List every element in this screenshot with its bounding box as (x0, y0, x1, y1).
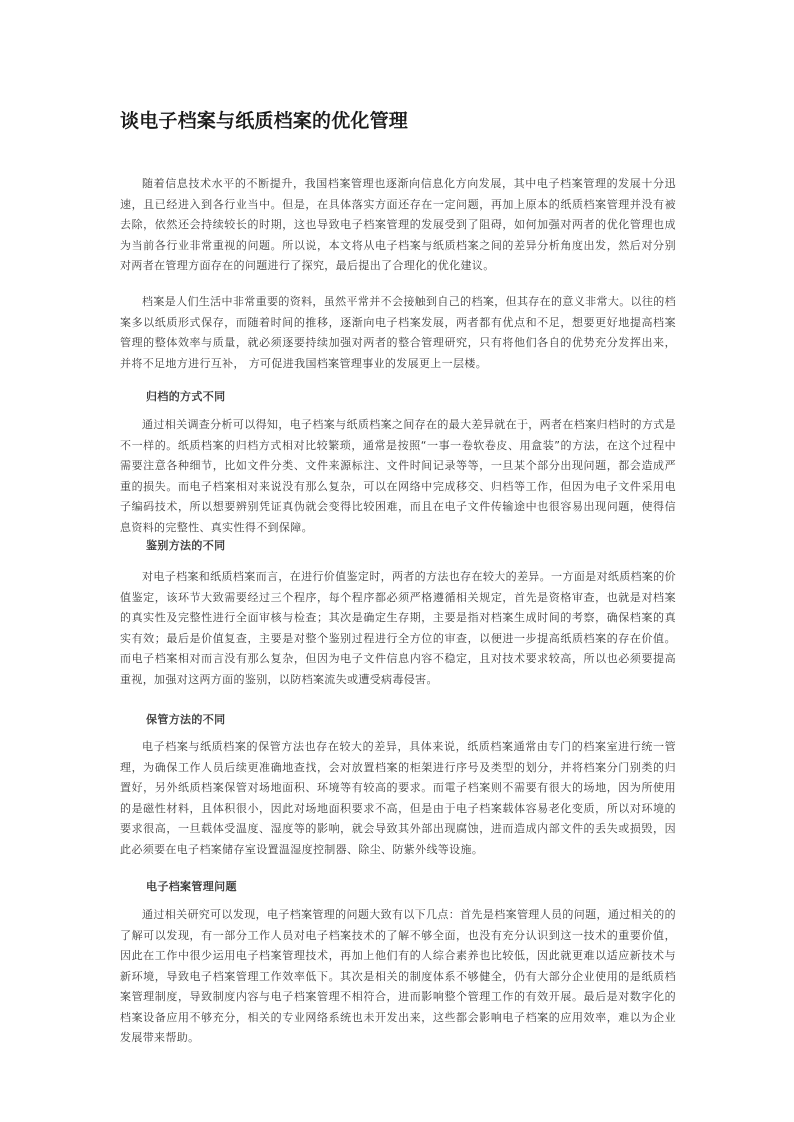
section-heading-filing: 归档的方式不同 (146, 390, 226, 403)
paragraph-background: 档案是人们生活中非常重要的资料，虽然平常并不会接触到自己的档案，但其存在的意义非常大。以往的档案多以纸质形式保存，而随着时间的推移，逐渐向电子档案发展，两者都有优点和不足，想要更好地提高档案管理的整体效率与质量，就必须逐要持续加强对两者的整合管理研究，只有将他们各自的优势充分发挥出来，并将不足地方进行互补， 方可促进我国档案管理事业的发展更上一层楼。 (120, 295, 676, 370)
section-heading-appraisal: 鉴别方法的不同 (146, 539, 226, 552)
section-heading-storage: 保管方法的不同 (146, 713, 226, 726)
paragraph-intro: 随着信息技术水平的不断提升，我国档案管理也逐渐向信息化方向发展，其中电子档案管理的发展十分迅速，且已经进入到各行业当中。但是，在具体落实方面还存在一定问题，再加上原本的纸质档案管理并没有被去除，依然还会持续较长的时期，这也导致电子档案管理的发展受到了阻碍，如何加强对两者的优化管理也成为当前各行业非常重视的问题。所以说，本文将从电子档案与纸质档案之间的差异分析角度出发，然后对分别对两者在管理方面存在的问题进行了探究，最后提出了合理化的优化建议。 (120, 177, 676, 272)
paragraph-storage: 电子档案与纸质档案的保管方法也存在较大的差异，具体来说，纸质档案通常由专门的档案室进行统一管理，为确保工作人员后续更准确地查找，会对放置档案的柜架进行序号及类型的划分，并将档案分门别类的归置好，另外纸质档案保管对场地面积、环境等有较高的要求。而電子档案则不需要有很大的场地，因为所使用的是磁性材料，且体积很小，因此对场地面积要求不高，但是由于电子档案载体容易老化变质，所以对环境的要求很高，一旦载体受温度、湿度等的影响，就会导致其外部出现腐蚀，进而造成内部文件的丢失或损毁，因此必须要在电子档案储存室设置温湿度控制器、除尘、防紫外线等设施。 (120, 740, 676, 856)
paragraph-filing: 通过相关调查分析可以得知，电子档案与纸质档案之间存在的最大差异就在于，两者在档案归档时的方式是不一样的。纸质档案的归档方式相对比较繁琐，通常是按照“一事一卷软卷皮、用盒装”的方法，在这个过程中需要注意各种细节，比如文件分类、文件来源标注、文件时间记录等等，一旦某个部分出现问题，都会造成严重的损失。而电子档案相对来说没有那么复杂，可以在网络中完成移交、归档等工作，但因为电子文件采用电子编码技术，所以想要辨别凭证真伪就会变得比较困难，而且在电子文件传输途中也很容易出现问题，使得信息资料的完整性、真实性得不到保障。 (120, 418, 676, 534)
paragraph-management-issues: 通过相关研究可以发现，电子档案管理的问题大致有以下几点：首先是档案管理人员的问题，通过相关的的了解可以发现，有一部分工作人员对电子档案技术的了解不够全面，也没有充分认识到这一技术的重要价值，因此在工作中很少运用电子档案管理技术，再加上他们有的人综合素养也比较低，因此就更难以适应新技术与新环境，导致电子档案管理工作效率低下。其次是相关的制度体系不够健全，仍有大部分企业使用的是纸质档案管理制度，导致制度内容与电子档案管理不相符合，进而影响整个管理工作的有效开展。最后是对数字化的档案设备应用不够充分，相关的专业网络系统也未开发出来，这些都会影响电子档案的应用效率，难以为企业发展带来帮助。 (120, 908, 676, 1044)
document-title: 谈电子档案与纸质档案的优化管理 (120, 110, 409, 132)
section-heading-management-issues: 电子档案管理问题 (146, 880, 237, 893)
paragraph-appraisal: 对电子档案和纸质档案而言，在进行价值鉴定时，两者的方法也存在较大的差异。一方面是对纸质档案的价值鉴定，该环节大致需要经过三个程序，每个程序都必须严格遵循相关规定，首先是资格审查，也就是对档案的真实性及完整性进行全面审核与检查；其次是确定生存期，主要是指对档案生成时间的考察，确保档案的真实有效；最后是价值复查，主要是对整个鉴别过程进行全方位的审查，以便进一步提高纸质档案的存在价值。而电子档案相对而言没有那么复杂，但因为电子文件信息内容不稳定，且对技术要求较高，所以也必须要提高重视，加强对这两方面的鉴别，以防档案流失或遭受病毒侵害。 (120, 570, 676, 686)
